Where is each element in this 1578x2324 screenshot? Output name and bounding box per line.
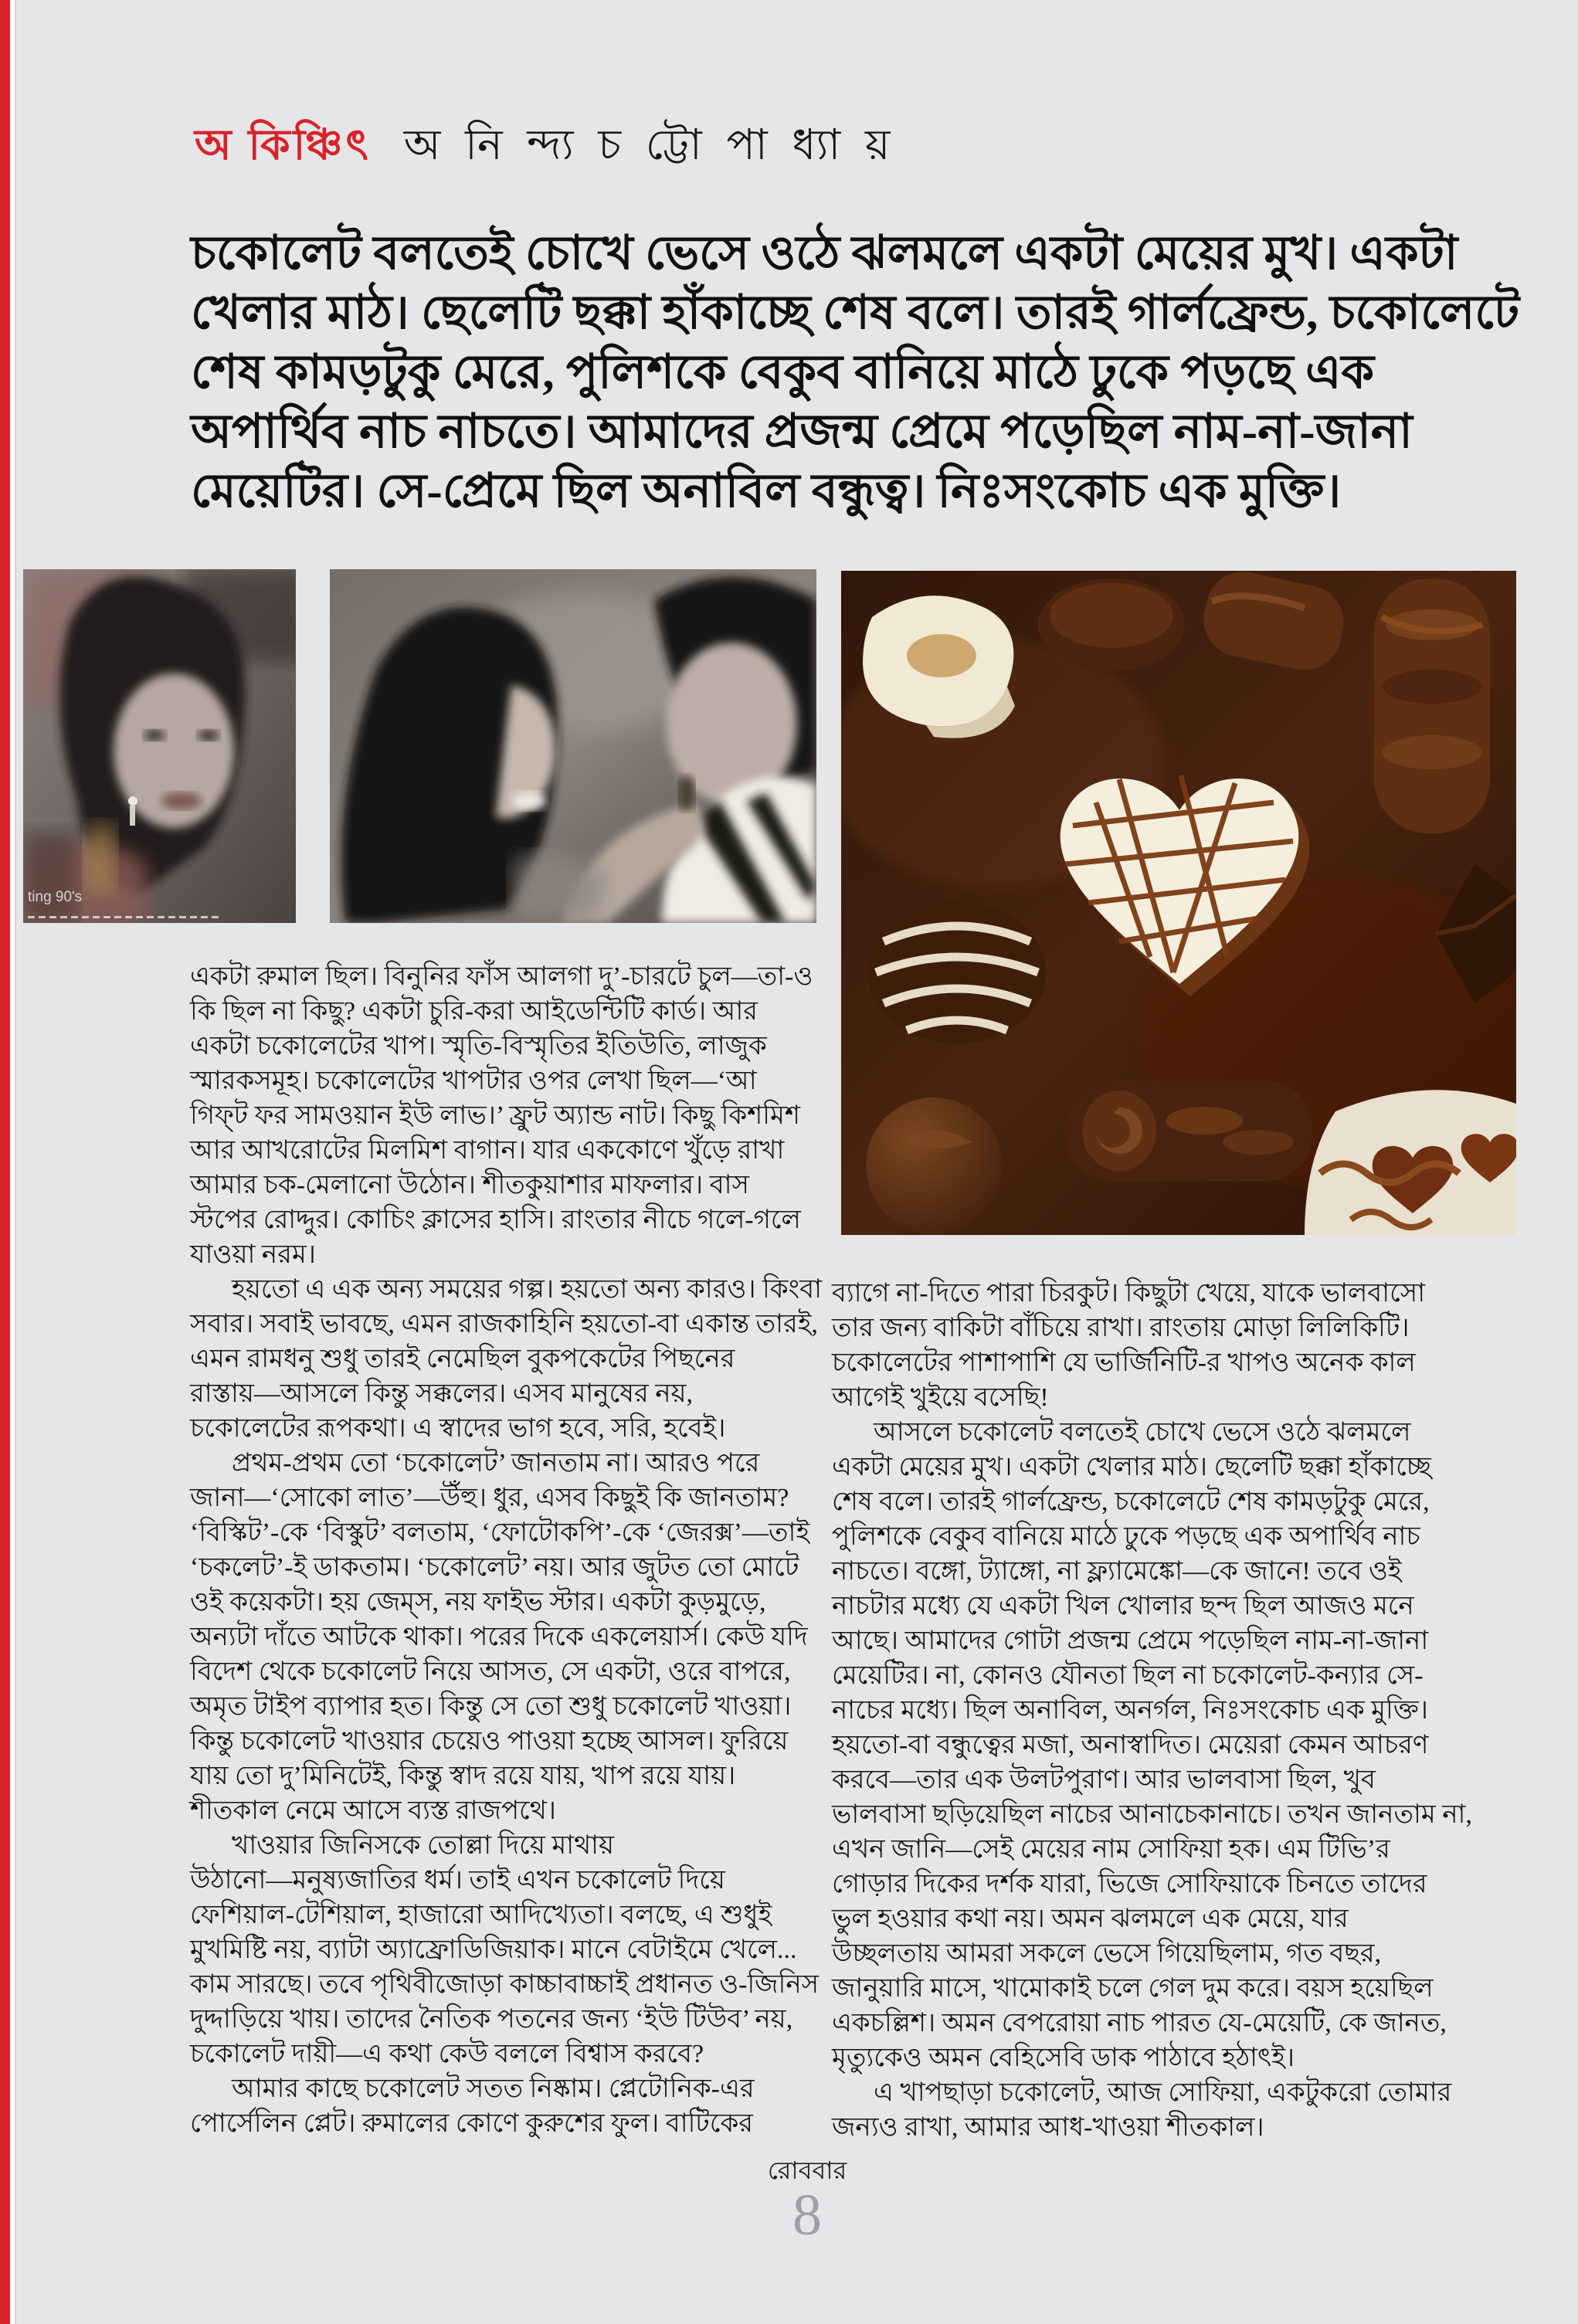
body-line: আছে। আমাদের গোটা প্রজন্ম প্রেমে পড়েছিল নাম-না-জানা <box>832 1627 1429 1655</box>
body-line: মৃত্যুকেও অমন বেহিসেবি ডাক পাঠাবে হঠাৎই। <box>832 2044 1295 2072</box>
body-paragraph <box>832 1276 1458 1415</box>
body-line: আর আখরোটের মিলমিশ বাগান। যার এককোণে খুঁড়ে রাখা <box>190 1136 785 1165</box>
body-line: পোর্সেলিন প্লেট। রুমালের কোণে কুরুশের ফুল। বাটিকের <box>190 2109 753 2138</box>
body-line: উচ্ছলতায় আমরা সকলে ভেসে গিয়েছিলাম, গত বছর, <box>832 1939 1382 1968</box>
intro-line: অপার্থিব নাচ নাচতে। আমাদের প্রজন্ম প্রেমে পড়েছিল নাম-না-জানা <box>191 406 1413 458</box>
body-line: গিফ্‌ট ফর সামওয়ান ইউ লাভ।’ ফ্রুট অ্যান্ড নাট। কিছু কিশমিশ <box>190 1101 801 1130</box>
body-line: শীতকাল নেমে আসে ব্যস্ত রাজপথে। <box>190 1796 556 1825</box>
film-still-couple-art <box>330 569 816 923</box>
body-line: রাস্তায়—আসলে কিন্তু সক্কলের। এসব মানুষের নয়, <box>190 1379 694 1408</box>
intro-line: খেলার মাঠ। ছেলেটি ছক্কা হাঁকাচ্ছে শেষ বলে। তারই গার্লফ্রেন্ড, চকোলেটে <box>191 287 1520 339</box>
body-paragraph <box>190 1828 820 2071</box>
body-line: এ খাপছাড়া চকোলেট, আজ সোফিয়া, একটুকরো তোমার <box>874 2078 1452 2107</box>
body-line: ফেশিয়াল-টেশিয়াল, হাজারো আদিখ্যেতা। বলছে, এ শুধুই <box>190 1901 772 1929</box>
body-line: একটা চকোলেটের খাপ। স্মৃতি-বিস্মৃতির ইতিউতি, লাজুক <box>190 1032 767 1060</box>
body-paragraph <box>832 1415 1472 2075</box>
body-line: ওই কয়েকটা। হয় জেম্‌স, নয় ফাইভ স্টার। একটা কুড়মুড়ে, <box>190 1588 766 1617</box>
body-line: জন্যও রাখা, আমার আধ-খাওয়া শীতকাল। <box>832 2113 1264 2142</box>
masthead <box>195 113 897 183</box>
body-column-left <box>190 959 822 2141</box>
body-line: কি ছিল না কিছু? একটা চুরি-করা আইডেন্টিটি কার্ড। আর <box>190 997 758 1026</box>
subtitle-microtext-line <box>28 916 219 918</box>
body-line: খাওয়ার জিনিসকে তোল্লা দিয়ে মাথায় <box>232 1831 615 1860</box>
body-paragraph <box>832 2075 1458 2145</box>
body-paragraph <box>190 2071 789 2141</box>
body-line: আমার কাছে চকোলেট সতত নিষ্কাম। প্লেটোনিক-এর <box>232 2075 755 2103</box>
film-still-woman-photo <box>23 569 296 923</box>
page-number: 8 <box>792 2183 822 2248</box>
body-line: করবে—তার এক উলটপুরাণ। আর ভালবাসা ছিল, খুব <box>832 1766 1376 1794</box>
body-line: হয়তো-বা বন্ধুত্বের মজা, অনাস্বাদিত। মেয়েরা কেমন আচরণ <box>832 1731 1429 1759</box>
sheet-edge-line <box>15 0 16 2324</box>
body-line: আমার চক-মেলানো উঠোন। শীতকুয়াশার মাফলার। বাস <box>190 1171 749 1199</box>
body-line: একটা মেয়ের মুখ। একটা খেলার মাঠ। ছেলেটি ছক্কা হাঁকাচ্ছে <box>832 1453 1431 1481</box>
body-line: অমৃত টাইপ ব্যাপার হত। কিন্তু সে তো শুধু চকোলেট খাওয়া। <box>190 1692 792 1721</box>
film-still-couple-photo <box>330 569 816 923</box>
video-watermark-text: ting 90's <box>28 889 83 905</box>
body-line: দুদ্দাড়িয়ে খায়। তাদের নৈতিক পতনের জন্য ‘ইউ টিউব’ নয়, <box>190 2005 793 2034</box>
body-line: আগেই খুইয়ে বসেছি! <box>832 1383 1049 1412</box>
body-line: শেষ বলে। তারই গার্লফ্রেন্ড, চকোলেটে শেষ কামড়টুকু মেরে, <box>832 1488 1430 1516</box>
intro-paragraph <box>191 224 1520 521</box>
body-line: প্রথম-প্রথম তো ‘চকোলেট’ জানতাম না। আরও পরে <box>232 1449 760 1478</box>
body-line: যায় তো দু’মিনিটেই, কিন্তু স্বাদ রয়ে যায়, খাপ রয়ে যায়। <box>190 1762 736 1790</box>
section-label: অ কিঞ্চিৎ <box>195 121 372 168</box>
body-paragraph <box>190 959 813 1272</box>
body-paragraph <box>190 1272 822 1446</box>
body-line: পুলিশকে বেকুব বানিয়ে মাঠে ঢুকে পড়ছে এক অপার্থিব নাচ <box>832 1522 1420 1551</box>
intro-line: শেষ কামড়টুকু মেরে, পুলিশকে বেকুব বানিয়ে মাঠে ঢুকে পড়ছে এক <box>191 347 1375 399</box>
magazine-name: রোববার <box>767 2156 847 2184</box>
body-line: ভালবাসা ছড়িয়েছিল নাচের আনাচেকানাচে। তখন জানতাম না, <box>832 1800 1472 1829</box>
body-line: সবার। সবাই ভাবছে, এমন রাজকাহিনি হয়তো-বা একান্ত তারই, <box>190 1310 818 1338</box>
body-line: একটা রুমাল ছিল। বিনুনির ফাঁস আলগা দু’-চারটে চুল—তা-ও <box>190 962 813 991</box>
body-line: নাচটার মধ্যে যে একটা খিল খোলার ছন্দ ছিল আজও মনে <box>832 1592 1414 1620</box>
body-line: নাচতে। বঙ্গো, ট্যাঙ্গো, না ফ্ল্যামেঙ্কো—কে জানে! তবে ওই <box>832 1557 1402 1586</box>
body-line: উঠানো—মনুষ্যজাতির ধর্ম। তাই এখন চকোলেট দিয়ে <box>190 1866 725 1895</box>
body-column-right <box>832 1276 1472 2145</box>
chocolates-photo <box>841 571 1516 1235</box>
body-line: চকোলেটের রূপকথা। এ স্বাদের ভাগ হবে, সরি, হবেই। <box>190 1414 726 1443</box>
body-line: নাচের মধ্যে। ছিল অনাবিল, অনর্গল, নিঃসংকোচ এক মুক্তি। <box>832 1696 1428 1725</box>
film-still-woman-art <box>23 569 296 923</box>
body-line: স্টপের রোদ্দুর। কোচিং ক্লাসের হাসি। রাংতার নীচে গলে-গলে <box>190 1206 801 1234</box>
body-line: স্মারকসমূহ। চকোলেটের খাপটার ওপর লেখা ছিল—‘আ <box>190 1067 757 1095</box>
body-line: চকোলেট দায়ী—এ কথা কেউ বললে বিশ্বাস করবে? <box>190 2040 704 2068</box>
body-line: যাওয়া নরম। <box>190 1240 316 1269</box>
body-line: কিন্তু চকোলেট খাওয়ার চেয়েও পাওয়া হচ্ছে আসল। ফুরিয়ে <box>190 1727 789 1756</box>
body-line: অন্যটা দাঁতে আটকে থাকা। পরের দিকে একলেয়ার্স। কেউ যদি <box>190 1623 808 1651</box>
body-line: গোড়ার দিকের দর্শক যারা, ভিজে সোফিয়াকে চিনতে তাদের <box>832 1870 1427 1898</box>
body-line: তার জন্য বাকিটা বাঁচিয়ে রাখা। রাংতায় মোড়া লিলিকিটি। <box>832 1314 1410 1342</box>
body-line: একচল্লিশ। অমন বেপরোয়া নাচ পারত যে-মেয়েটি, কে জানত, <box>832 2009 1447 2037</box>
body-line: ‘বিস্কিট’-কে ‘বিস্কুট’ বলতাম, ‘ফোটোকপি’-কে ‘জেরক্স’—তাই <box>190 1518 810 1547</box>
body-line: বিদেশ থেকে চকোলেট নিয়ে আসত, সে একটা, ওরে বাপরে, <box>190 1657 791 1686</box>
body-line: মেয়েটির। না, কোনও যৌনতা ছিল না চকোলেট-কন্যার সে- <box>832 1661 1424 1690</box>
body-line: ব্যাগে না-দিতে পারা চিরকুট। কিছুটা খেয়ে, যাকে ভালবাসো <box>832 1279 1426 1308</box>
body-paragraph <box>190 1446 810 1828</box>
body-line: মুখমিষ্টি নয়, ব্যাটা অ্যাফ্রোডিজিয়াক। মানে বেটাইমে খেলে... <box>190 1936 797 1964</box>
body-line: এমন রামধনু শুধু তারই নেমেছিল বুকপকেটের পিছনের <box>190 1345 735 1373</box>
left-accent-bar <box>0 0 10 2324</box>
body-line: ‘চকলেট’-ই ডাকতাম। ‘চকোলেট’ নয়। আর জুটত তো মোটে <box>190 1553 799 1582</box>
body-line: জানুয়ারি মাসে, খামোকাই চলে গেল দুম করে। বয়স হয়েছিল <box>832 1974 1434 2003</box>
intro-line: মেয়েটির। সে-প্রেমে ছিল অনাবিল বন্ধুত্ব। নিঃসংকোচ এক মুক্তি। <box>191 466 1342 517</box>
body-line: হয়তো এ এক অন্য সময়ের গল্প। হয়তো অন্য কারও। কিংবা <box>232 1275 822 1304</box>
body-line: চকোলেটের পাশাপাশি যে ভার্জিনিটি-র খাপও অনেক কাল <box>832 1349 1416 1377</box>
body-line: আসলে চকোলেট বলতেই চোখে ভেসে ওঠে ঝলমলে <box>874 1418 1411 1447</box>
author-name: অ নি ন্দ্য চ ট্টো পা ধ্যা য় <box>403 121 898 168</box>
body-line: এখন জানি—সেই মেয়ের নাম সোফিয়া হক। এম টিভি’র <box>832 1835 1390 1864</box>
chocolates-art <box>841 571 1516 1235</box>
body-line: ভুল হওয়ার কথা নয়। অমন ঝলমলে এক মেয়ে, যার <box>832 1905 1349 1933</box>
body-line: জানা—‘সোকো লাত’—উঁহু। ধুর, এসব কিছুই কি জানতাম? <box>190 1484 789 1512</box>
body-line: কাম সারছে। তবে পৃথিবীজোড়া কাচ্চাবাচ্চাই প্রধানত ও-জিনিস <box>190 1970 820 1999</box>
intro-line: চকোলেট বলতেই চোখে ভেসে ওঠে ঝলমলে একটা মেয়ের মুখ। একটা <box>191 228 1458 280</box>
